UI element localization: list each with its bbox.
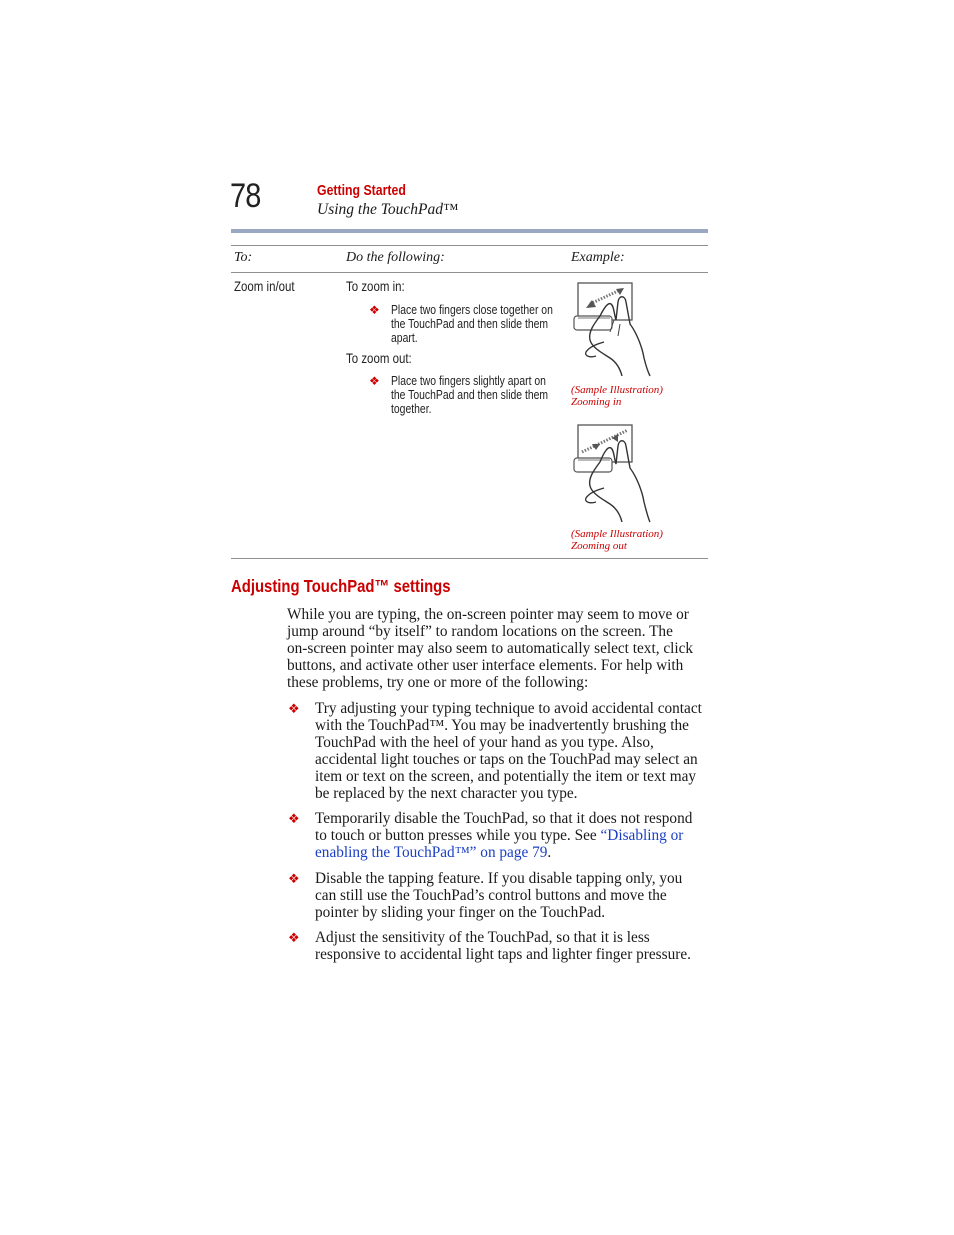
zoom-out-instruction-line: Place two fingers slightly apart on: [391, 373, 546, 388]
paragraph-line: jump around “by itself” to random locations on the screen. The: [287, 623, 673, 640]
paragraph-line: Adjust the sensitivity of the TouchPad, so that it is less: [315, 929, 650, 946]
paragraph-line: buttons, and activate other user interface elements. For help with: [287, 657, 684, 674]
paragraph-line: with the TouchPad™. You may be inadvertently brushing the: [315, 717, 689, 734]
bullet-item: [315, 929, 691, 963]
paragraph-line: on-screen pointer may also seem to automatically select text, click: [287, 640, 694, 657]
intro-paragraph: [287, 606, 693, 691]
zoom-in-illustration-icon: [570, 280, 670, 380]
paragraph-line: While you are typing, the on-screen pointer may seem to move or: [287, 606, 689, 623]
paragraph-line: be replaced by the next character you type.: [315, 785, 578, 802]
zoom-out-caption: Zooming out: [571, 540, 627, 552]
zoom-out-instruction-line: together.: [391, 401, 432, 416]
table-cell-action: Zoom in/out: [234, 278, 295, 294]
paragraph-line: TouchPad with the heel of your hand as you type. Also,: [315, 734, 654, 751]
paragraph-line: can still use the TouchPad’s control buttons and move the: [315, 887, 667, 904]
bullet-item: [315, 810, 692, 861]
disabling-touchpad-link[interactable]: “Disabling or: [600, 827, 684, 844]
bullet-item: [315, 700, 702, 802]
bullet-icon: ❖: [369, 374, 380, 388]
section-title: Using the TouchPad™: [317, 201, 459, 218]
chapter-title: Getting Started: [317, 182, 406, 199]
table-header-rule: [231, 272, 708, 273]
disabling-touchpad-link[interactable]: enabling the TouchPad™” on page 79: [315, 844, 548, 861]
bullet-icon: ❖: [288, 701, 300, 716]
zoom-in-instruction-line: the TouchPad and then slide them: [391, 316, 549, 331]
paragraph-line: Try adjusting your typing technique to avoid accidental contact: [315, 700, 702, 717]
table-header-do: Do the following:: [346, 250, 445, 265]
zoom-out-label: To zoom out:: [346, 350, 412, 366]
table-top-rule: [231, 245, 708, 246]
bullet-item: [315, 870, 682, 921]
paragraph-line: [315, 827, 692, 844]
table-header-to: To:: [234, 250, 253, 265]
header-rule: [231, 229, 708, 233]
bullet-icon: ❖: [288, 930, 300, 945]
paragraph-line: item or text on the screen, and potentially the item or text may: [315, 768, 697, 785]
zoom-in-instruction-line: apart.: [391, 330, 418, 345]
zoom-in-label: To zoom in:: [346, 278, 405, 294]
inline-text: .: [547, 844, 552, 861]
paragraph-line: Disable the tapping feature. If you disable tapping only, you: [315, 870, 683, 887]
paragraph-line: [315, 844, 692, 861]
zoom-in-caption: Zooming in: [571, 396, 622, 408]
page-number: 78: [230, 177, 261, 215]
zoom-out-instruction-line: the TouchPad and then slide them: [391, 387, 549, 402]
zoom-in-instruction-line: Place two fingers close together on: [391, 302, 553, 317]
inline-text: to touch or button presses while you type. See: [315, 827, 601, 844]
bullet-icon: ❖: [288, 811, 300, 826]
bullet-icon: ❖: [288, 871, 300, 886]
paragraph-line: accidental light touches or taps on the TouchPad may select an: [315, 751, 698, 768]
paragraph-line: pointer by sliding your finger on the TouchPad.: [315, 904, 606, 921]
zoom-out-caption: (Sample Illustration): [571, 528, 663, 540]
paragraph-line: Temporarily disable the TouchPad, so that it does not respond: [315, 810, 693, 827]
zoom-out-illustration-icon: [570, 422, 670, 526]
table-bottom-rule: [231, 558, 708, 559]
bullet-icon: ❖: [369, 303, 380, 317]
paragraph-line: these problems, try one or more of the following:: [287, 674, 589, 691]
zoom-in-caption: (Sample Illustration): [571, 384, 663, 396]
paragraph-line: responsive to accidental light taps and lighter finger pressure.: [315, 946, 691, 963]
table-header-example: Example:: [571, 250, 625, 265]
section-heading: Adjusting TouchPad™ settings: [231, 576, 451, 596]
